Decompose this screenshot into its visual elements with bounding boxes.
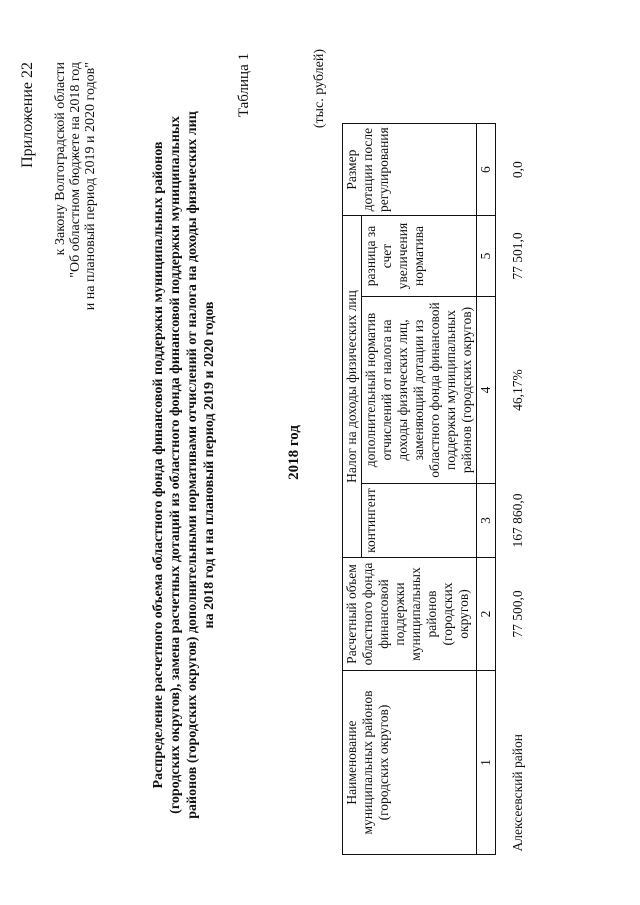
cell-norm: 46,17% (510, 369, 525, 411)
appendix-line-1: к Закону Волгоградской области (53, 62, 68, 256)
year-title: 2018 год (286, 425, 302, 480)
distribution-table (342, 123, 527, 855)
appendix-title: Приложение 22 (19, 62, 36, 168)
header-row-1 (343, 124, 362, 855)
table-label: Таблица 1 (236, 53, 252, 118)
column-number: 1 (477, 671, 496, 855)
appendix-line-3: и на плановый период 2019 и 2020 годов" (83, 62, 98, 311)
cell-fund: 77 500,0 (510, 590, 525, 638)
header-subsidy-after: Размер дотации после регулирования (343, 124, 477, 216)
header-additional-norm: дополнительный норматив отчислений от налога на доходы физических лиц, заменяющий дотации из областного фонда финансовой поддержки муниципальных районов (городских округов) (362, 297, 477, 484)
header-name: Наименование муниципальных районов (городских округов) (343, 671, 477, 855)
cell-contingent: 167 860,0 (510, 493, 525, 548)
column-number: 5 (477, 216, 496, 297)
header-contingent: контингент (362, 484, 477, 558)
header-fund: Расчетный объем областного фонда финансовой поддержки муниципальных районов (городских округов) (343, 558, 477, 671)
cell-difference: 77 501,0 (510, 232, 525, 280)
appendix-line-2: "Об областном бюджете на 2018 год (68, 62, 83, 278)
column-number: 6 (477, 124, 496, 216)
heading-line-1: Распределение расчетного объема областного фонда финансовой поддержки муниципальных районов (151, 141, 166, 789)
column-number-row (477, 124, 496, 855)
column-number: 2 (477, 558, 496, 671)
cell-subsidy: 0,0 (510, 161, 525, 179)
heading-line-3: районов (городских округов) дополнительными нормативами отчислений от налога на доходы физических лиц (185, 111, 200, 819)
heading-line-2: (городских округов), замена расчетных дотаций из областного фонда финансовой поддержки муниципальных (168, 116, 183, 814)
cell-name: Алексеевский район (510, 734, 525, 852)
heading-line-4: на 2018 год и на плановый период 2019 и 2020 годов (202, 301, 217, 629)
appendix-header (20, 0, 98, 905)
unit-label: (тыс. рублей) (312, 49, 327, 129)
table-row (496, 124, 528, 855)
document-heading (150, 95, 218, 835)
column-number: 4 (477, 297, 496, 484)
column-number: 3 (477, 484, 496, 558)
header-ndfl-group: Налог на доходы физических лиц (343, 216, 362, 558)
header-difference: разница за счет увеличения норматива (362, 216, 477, 297)
